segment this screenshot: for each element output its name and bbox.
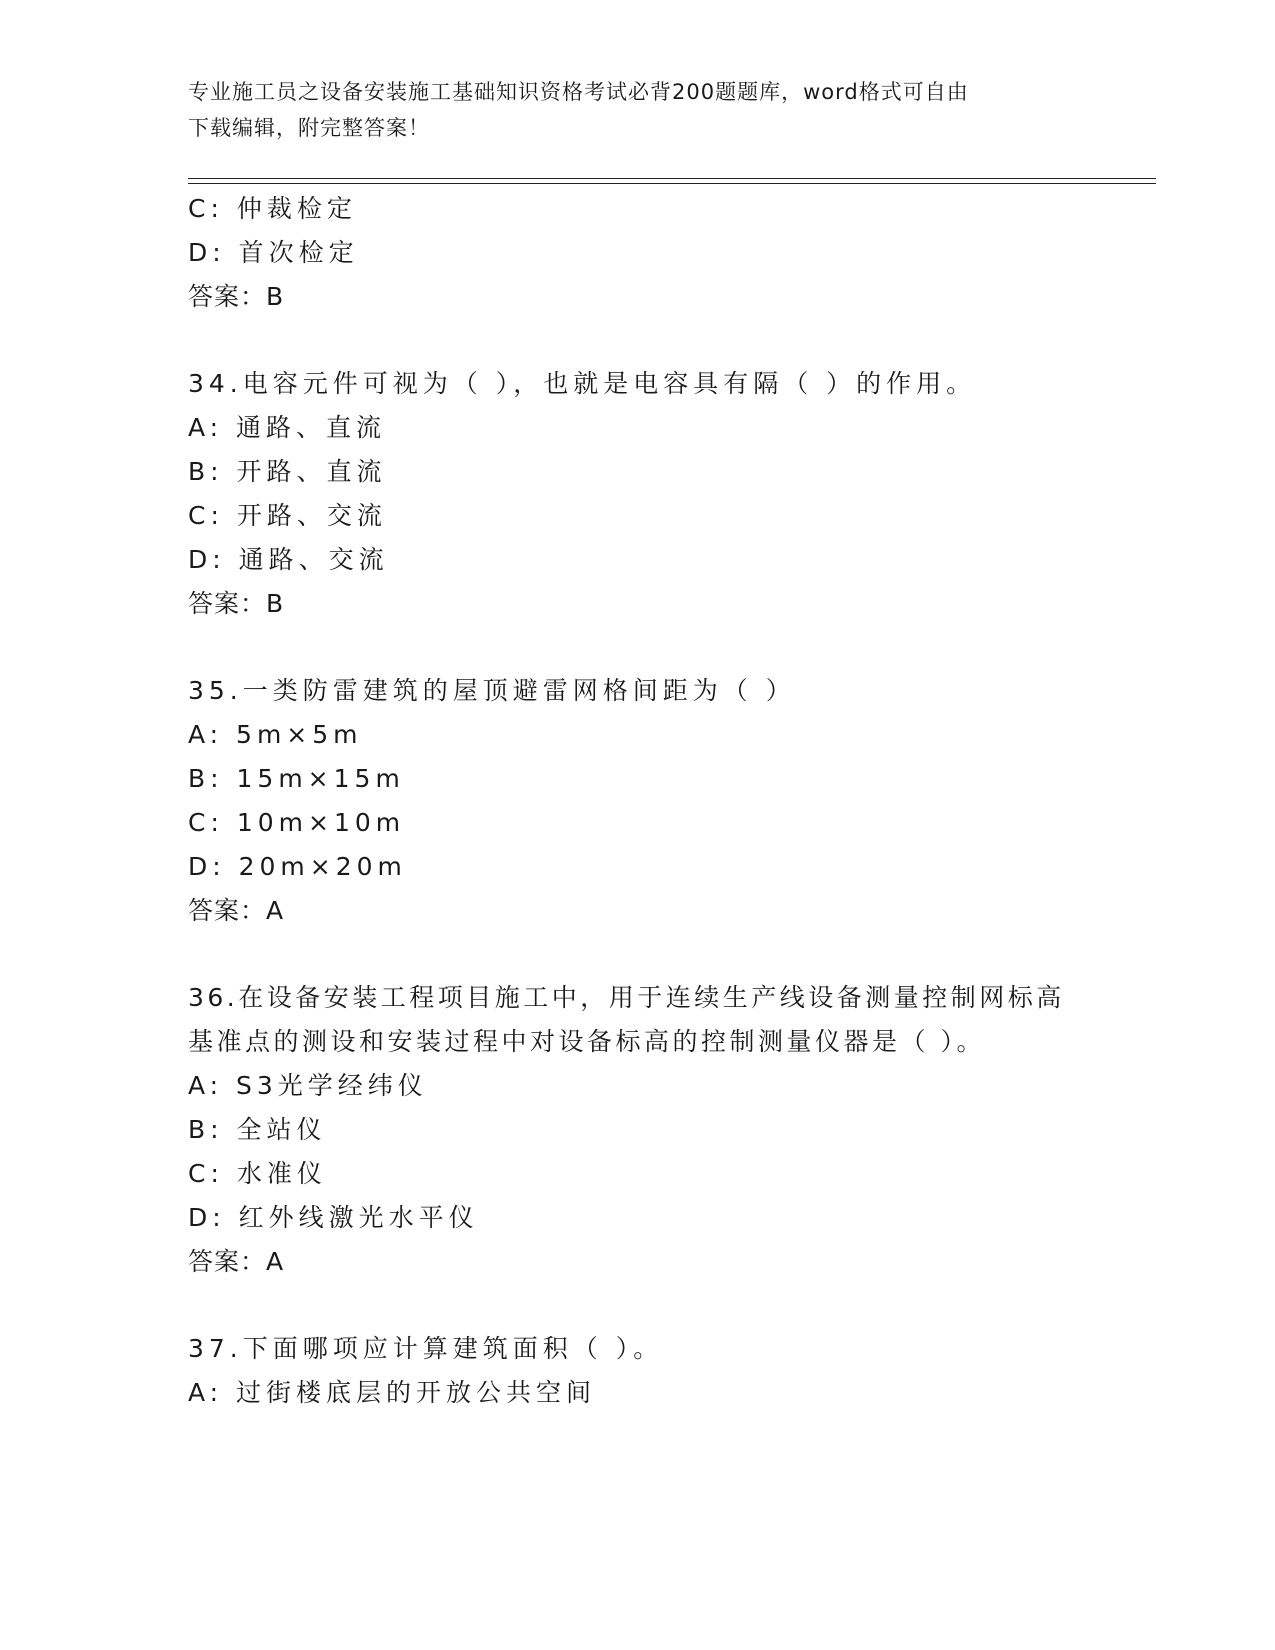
question-36-stem-line-2: 基准点的测设和安装过程中对设备标高的控制测量仪器是（ ）。 [188, 1027, 985, 1056]
answer-line: 答案：B [188, 282, 285, 311]
option-c: C: 开路、交流 [188, 501, 387, 530]
question-35-stem: 35.一类防雷建筑的屋顶避雷网格间距为（ ） [188, 676, 796, 705]
option-c: C: 10m×10m [188, 808, 406, 837]
header-divider-top [188, 178, 1156, 179]
option-d: D: 20m×20m [188, 852, 407, 881]
answer-line: 答案：A [188, 896, 285, 925]
option-a: A: S3光学经纬仪 [188, 1071, 428, 1100]
answer-line: 答案：B [188, 589, 285, 618]
option-b: B: 全站仪 [188, 1115, 327, 1144]
header-divider-bottom [188, 183, 1156, 184]
option-b: B: 15m×15m [188, 764, 405, 793]
option-c: C: 水准仪 [188, 1159, 327, 1188]
question-37-stem: 37.下面哪项应计算建筑面积（ ）。 [188, 1334, 664, 1363]
document-header [188, 74, 1088, 146]
option-b: B: 开路、直流 [188, 457, 387, 486]
option-a: A: 通路、直流 [188, 413, 387, 442]
answer-line: 答案：A [188, 1247, 285, 1276]
header-line-1: 专业施工员之设备安装施工基础知识资格考试必背200题题库，word格式可自由 [188, 80, 969, 104]
option-a: A: 5m×5m [188, 720, 363, 749]
header-line-2: 下载编辑，附完整答案！ [188, 116, 430, 140]
option-c: C: 仲裁检定 [188, 194, 357, 223]
option-d: D: 首次检定 [188, 238, 359, 267]
question-36-stem-line-1: 36.在设备安装工程项目施工中，用于连续生产线设备测量控制网标高 [188, 983, 1065, 1012]
option-d: D: 红外线激光水平仪 [188, 1203, 479, 1232]
option-d: D: 通路、交流 [188, 545, 389, 574]
question-34-stem: 34.电容元件可视为（ ），也就是电容具有隔（ ）的作用。 [188, 369, 977, 398]
option-a: A: 过街楼底层的开放公共空间 [188, 1378, 597, 1407]
